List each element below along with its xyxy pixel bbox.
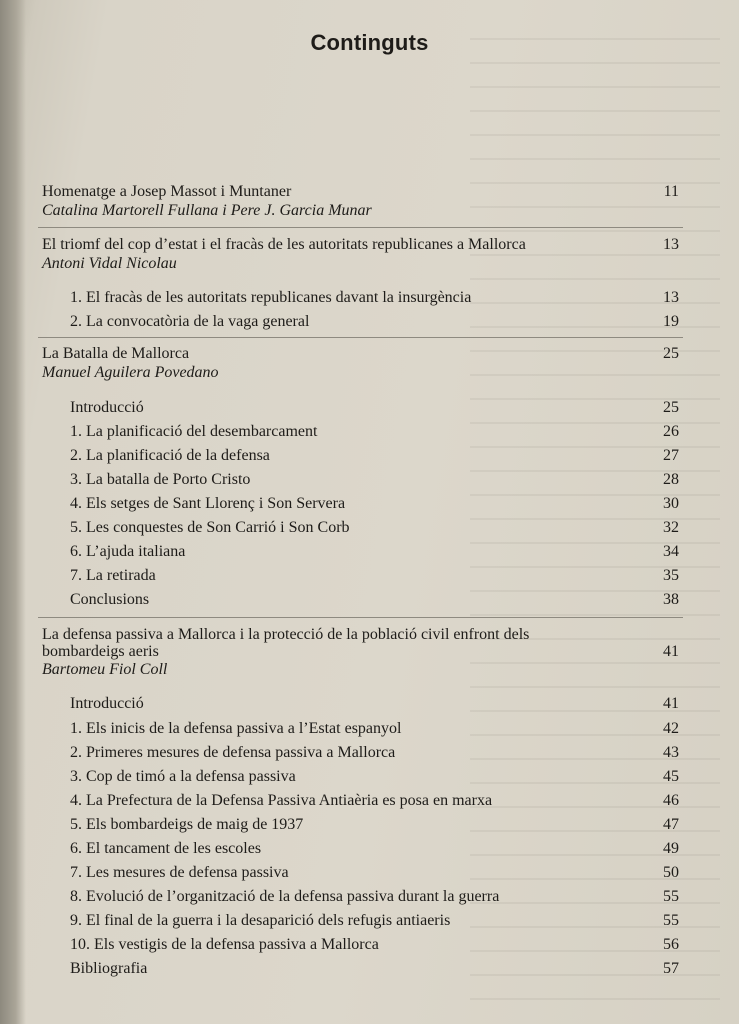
page-number: 35 (663, 567, 679, 584)
toc-item-label: 3. Cop de timó a la defensa passiva (70, 768, 296, 785)
page-number: 49 (663, 840, 679, 857)
toc-item-label: Conclusions (70, 591, 150, 608)
page-number: 11 (663, 183, 679, 200)
toc-item-label: Bibliografia (70, 960, 148, 977)
section-title-line2: bombardeigs aeris (42, 643, 159, 660)
page-number: 50 (663, 864, 679, 881)
page-number: 55 (663, 888, 679, 905)
toc-item-label: 1. Els inicis de la defensa passiva a l’Estat espanyol (70, 720, 402, 737)
page-number: 42 (663, 720, 679, 737)
toc-item-label: 2. La convocatòria de la vaga general (70, 313, 310, 330)
page-title: Continguts (310, 30, 429, 55)
page-number: 25 (663, 399, 679, 416)
book-spine-shadow (0, 0, 26, 1024)
section-title: El triomf del cop d’estat i el fracàs de les autoritats republicanes a Mallorca (42, 236, 526, 253)
toc-item-label: Introducció (70, 695, 144, 712)
page-number: 30 (663, 495, 679, 512)
section-title: Homenatge a Josep Massot i Muntaner (42, 183, 292, 200)
page-number: 27 (663, 447, 679, 464)
toc-item-label: 7. La retirada (70, 567, 156, 584)
page-number: 55 (663, 912, 679, 929)
toc-item-label: 7. Les mesures de defensa passiva (70, 864, 289, 881)
page-number: 43 (663, 744, 679, 761)
page-number: 41 (663, 695, 679, 712)
toc-item-label: 9. El final de la guerra i la desaparició dels refugis antiaeris (70, 912, 451, 929)
page-number: 38 (663, 591, 679, 608)
toc-item-label: Introducció (70, 399, 144, 416)
section-author: Bartomeu Fiol Coll (42, 661, 168, 678)
toc-item-label: 3. La batalla de Porto Cristo (70, 471, 251, 488)
section-divider (38, 337, 683, 338)
page-number: 57 (663, 960, 679, 977)
page-number: 34 (663, 543, 679, 560)
toc-item-label: 1. La planificació del desembarcament (70, 423, 318, 440)
page-number: 13 (663, 289, 679, 306)
page-number: 28 (663, 471, 679, 488)
toc-item-label: 10. Els vestigis de la defensa passiva a Mallorca (70, 936, 379, 953)
toc-item-label: 6. L’ajuda italiana (70, 543, 186, 560)
toc-item-label: 4. Els setges de Sant Llorenç i Son Servera (70, 495, 346, 512)
section-divider (38, 227, 683, 228)
toc-item-label: 1. El fracàs de les autoritats republicanes davant la insurgència (70, 289, 472, 306)
section-divider (38, 617, 683, 618)
page-number: 26 (663, 423, 679, 440)
page-number: 13 (663, 236, 679, 253)
page-number: 45 (663, 768, 679, 785)
page-number: 46 (663, 792, 679, 809)
section-title-line1: La defensa passiva a Mallorca i la protecció de la població civil enfront dels (42, 626, 530, 643)
toc-item-label: 8. Evolució de l’organització de la defensa passiva durant la guerra (70, 888, 500, 905)
page-number: 56 (663, 936, 679, 953)
toc-item-label: 6. El tancament de les escoles (70, 840, 262, 857)
toc-item-label: 2. La planificació de la defensa (70, 447, 270, 464)
page-number: 41 (663, 643, 679, 660)
page-number: 25 (663, 345, 679, 362)
page-number: 32 (663, 519, 679, 536)
page-number: 47 (663, 816, 679, 833)
toc-item-label: 4. La Prefectura de la Defensa Passiva Antiaèria es posa en marxa (70, 792, 493, 809)
section-author: Catalina Martorell Fullana i Pere J. Garcia Munar (42, 202, 372, 219)
section-author: Antoni Vidal Nicolau (42, 255, 177, 272)
toc-item-label: 5. Els bombardeigs de maig de 1937 (70, 816, 304, 833)
toc-item-label: 2. Primeres mesures de defensa passiva a Mallorca (70, 744, 396, 761)
section-author: Manuel Aguilera Povedano (42, 364, 219, 381)
page-number: 19 (663, 313, 679, 330)
section-title: La Batalla de Mallorca (42, 345, 190, 362)
bleed-through-text (470, 20, 720, 1000)
toc-item-label: 5. Les conquestes de Son Carrió i Son Corb (70, 519, 350, 536)
